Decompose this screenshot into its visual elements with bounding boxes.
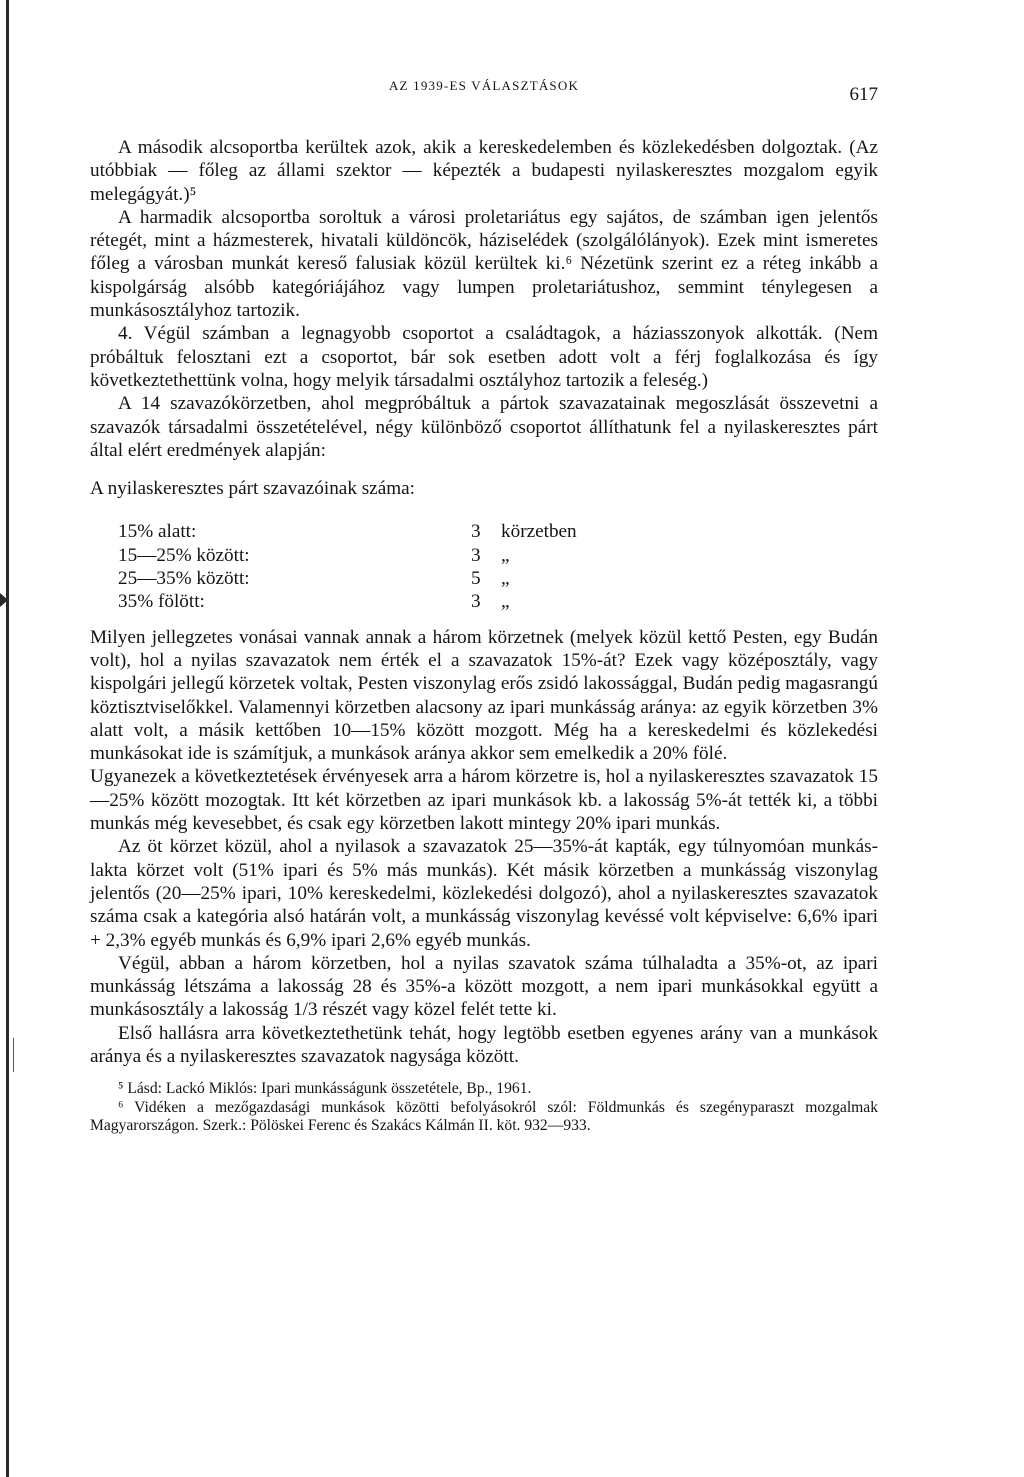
table-row	[118, 567, 577, 590]
scan-left-edge-rule	[6, 0, 9, 1477]
tally-caption: A nyilaskeresztes párt szavazóinak száma:	[90, 478, 415, 500]
footnote-5: ⁵ Lásd: Lackó Miklós: Ipari munkásságunk összetétele, Bp., 1961.	[118, 1080, 532, 1098]
vote-share-range: 15% alatt:	[118, 521, 197, 543]
district-unit: „	[501, 591, 510, 613]
table-row	[118, 544, 577, 567]
district-count: 3	[471, 544, 481, 566]
district-count: 5	[471, 568, 481, 590]
district-count: 3	[471, 591, 481, 613]
running-head-title: AZ 1939-ES VÁLASZTÁSOK	[388, 78, 580, 93]
paragraph-under-15-percent: Milyen jellegzetes vonásai vannak annak a három körzetnek (melyek közül kettő Pesten, egy Budán volt), hol a nyilas szavazatok nem érték el a szavazatok 15%-át? Ezek vagy középosztály, vagy kispolgári jellegű körzetek voltak, Pesten viszonylag erős zsidó lakossággal, Budán pedig magasrangú köztisztviselőkkel. Valamennyi körzetben alacsony az ipari munkásság aránya: az egyik körzetben 3% alatt volt, a másik kettőben 10—15% között mozgott. Még ha a kereskedelmi és közlekedési munkásokat ide is számítjuk, a munkások aránya akkor sem emelkedik a 20% fölé.	[90, 626, 878, 765]
vote-share-range: 35% fölött:	[118, 591, 205, 613]
paragraph-25-35-percent: Az öt körzet közül, ahol a nyilasok a szavazatok 25—35%-át kapták, egy túlnyomóan munkás-lakta körzet volt (51% ipari és 5% más munkás). Két másik körzetben a munkásság viszonylag jelentős (20—25% ipari, 10% kereskedelmi, közlekedési dolgozó), ahol a nyilaskeresztes szavazatok száma csak a kategória alsó határán volt, a munkásság viszonylag kevéssé volt képviselve: 6,6% ipari + 2,3% egyéb munkás és 6,9% ipari 2,6% egyéb munkás.	[90, 836, 878, 951]
district-unit: „	[501, 568, 510, 590]
vote-share-range: 25—35% között:	[118, 568, 250, 590]
paragraph-over-35-percent: Végül, abban a három körzetben, hol a nyilas szavatok száma túlhaladta a 35%-ot, az ipari munkásság létszáma a lakosság 28 és 35%-a között mozgott, a nem ipari munkásokkal együtt a munkásosztály a lakosság 1/3 részét vagy közel felét tette ki.	[90, 952, 878, 1021]
paragraph-15-25-percent: Ugyanezek a következtetések érvényesek arra a három körzetre is, hol a nyilaskeresztes szavazatok 15—25% között mozogtak. Itt két körzetben az ipari munkások kb. a lakosság 5%-át tették ki, a többi munkás még kevesebbet, és csak egy körzetben lakott mintegy 20% ipari munkás.	[90, 766, 878, 835]
paragraph-second-subgroup: A második alcsoportba kerültek azok, akik a kereskedelemben és közlekedésben dolgoztak. (Az utóbbiak — főleg az állami szektor — képezték a budapesti nyilaskeresztes mozgalom egyik melegágyát.)⁵	[90, 137, 878, 205]
page-number: 617	[849, 84, 878, 105]
footnotes	[90, 1080, 878, 1136]
district-unit: körzetben	[501, 521, 577, 543]
margin-line-mark	[13, 1038, 14, 1072]
vote-share-table	[118, 520, 577, 613]
book-page	[90, 70, 878, 1136]
table-row	[118, 590, 577, 613]
paragraph-family-members: 4. Végül számban a legnagyobb csoportot a családtagok, a háziasszonyok alkották. (Nem próbáltuk felosztani ezt a csoportot, bár sok esetben adott volt a férj foglalkozása és így következtethettünk volna, hogy melyik társadalmi osztályhoz tartozik a feleség.)	[90, 323, 878, 391]
footnote-6: ⁶ Vidéken a mezőgazdasági munkások közötti befolyásokról szól: Földmunkás és szegényparaszt mozgalmak Magyarországon. Szerk.: Pölöskei Ferenc és Szakács Kálmán II. köt. 932—933.	[90, 1098, 878, 1135]
district-unit: „	[501, 544, 510, 566]
district-count: 3	[471, 521, 481, 543]
paragraph-conclusion: Első hallásra arra következtethetünk tehát, hogy legtöbb esetben egyenes arány van a munkások aránya és a nyilaskeresztes szavazatok nagysága között.	[90, 1022, 878, 1067]
table-row	[118, 520, 577, 543]
running-head	[90, 70, 878, 110]
vote-share-range: 15—25% között:	[118, 544, 250, 566]
paragraph-districts-intro: A 14 szavazókörzetben, ahol megpróbáltuk a pártok szavazatainak megoszlását összevetni a szavazók társadalmi összetételével, négy különböző csoportot állíthatunk fel a nyilaskeresztes párt által elért eredmények alapján:	[90, 393, 878, 461]
paragraph-third-subgroup: A harmadik alcsoportba soroltuk a városi proletariátus egy sajátos, de számban igen jelentős rétegét, mint a házmesterek, hivatali küldöncök, háziselédek (szolgálólányok). Ezek mint ismeretes főleg a városban munkát kereső falusiak közül kerültek ki.⁶ Nézetünk szerint ez a réteg inkább a kispolgárság alsóbb kategóriájához vagy lumpen proletariátushoz, semmint ténylegesen a munkásosztályhoz tartozik.	[90, 206, 878, 322]
